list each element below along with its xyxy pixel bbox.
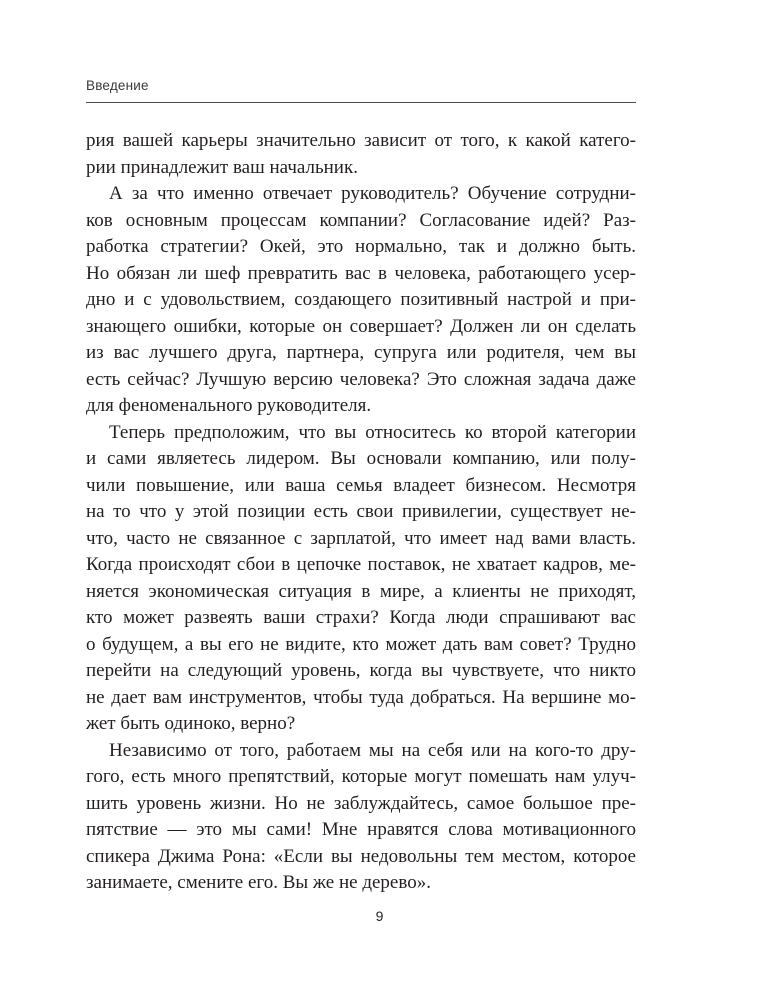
text-line: гого, есть много препятствий, которые могут помешать нам улуч- [86, 766, 636, 787]
page-number: 9 [375, 908, 384, 924]
text-line: шить уровень жизни. Но не заблуждайтесь, самое большое пре- [86, 792, 636, 814]
text-line: Но обязан ли шеф превратить вас в человека, работающего усер- [86, 262, 636, 284]
paragraph [86, 181, 636, 420]
text-line: дно и с удовольствием, создающего позитивный настрой и при- [86, 289, 636, 310]
text-line: чили повышение, или ваша семья владеет бизнесом. Несмотря [86, 474, 636, 496]
text-line: жет быть одиноко, верно? [86, 713, 296, 734]
text-line: Когда происходят сбои в цепочке поставок, не хватает кадров, ме- [86, 554, 636, 575]
text-line: Теперь предположим, что вы относитесь ко второй категории [109, 421, 636, 443]
text-line: есть сейчас? Лучшую версию человека? Это сложная задача даже [86, 368, 636, 390]
text-line: и сами являетесь лидером. Вы основали компанию, или полу- [86, 448, 636, 469]
text-line: спикера Джима Рона: «Если вы недовольны тем местом, которое [86, 845, 636, 867]
paragraph [86, 420, 636, 738]
page-body [86, 128, 636, 897]
text-line: ков основным процессам компании? Согласование идей? Раз- [86, 209, 636, 231]
text-line: Независимо от того, работаем мы на себя или на кого-то дру- [109, 739, 636, 761]
text-line: не дает вам инструментов, чтобы туда добраться. На вершине мо- [86, 686, 636, 708]
text-line: для феноменального руководителя. [86, 395, 372, 416]
text-line: перейти на следующий уровень, когда вы чувствуете, что никто [86, 660, 636, 681]
text-line: няется экономическая ситуация в мире, а клиенты не приходят, [86, 580, 636, 602]
paragraph [86, 738, 636, 897]
text-line: о будущем, а вы его не видите, кто может дать вам совет? Трудно [86, 633, 636, 655]
text-line: что, часто не связанное с зарплатой, что имеет над вами власть. [86, 527, 636, 549]
text-line: из вас лучшего друга, партнера, супруга или родителя, чем вы [86, 342, 636, 363]
text-line: занимаете, смените его. Вы же не дерево». [86, 872, 431, 893]
paragraph [86, 128, 636, 181]
text-line: на то что у этой позиции есть свои привилегии, существует не- [86, 501, 636, 522]
text-line: кто может развеять ваши страхи? Когда люди спрашивают вас [86, 607, 636, 628]
text-line: рии принадлежит ваш начальник. [86, 156, 358, 178]
text-line: знающего ошибки, которые он совершает? Должен ли он сделать [86, 315, 636, 337]
text-line: А за что именно отвечает руководитель? Обучение сотрудни- [109, 183, 636, 204]
running-head-title: Введение [86, 78, 149, 93]
text-line: рия вашей карьеры значительно зависит от того, к какой катего- [86, 130, 636, 151]
header-divider [86, 102, 636, 103]
text-line: работка стратегии? Окей, это нормально, так и должно быть. [86, 236, 636, 257]
text-line: пятствие — это мы сами! Мне нравятся слова мотивационного [86, 819, 636, 840]
